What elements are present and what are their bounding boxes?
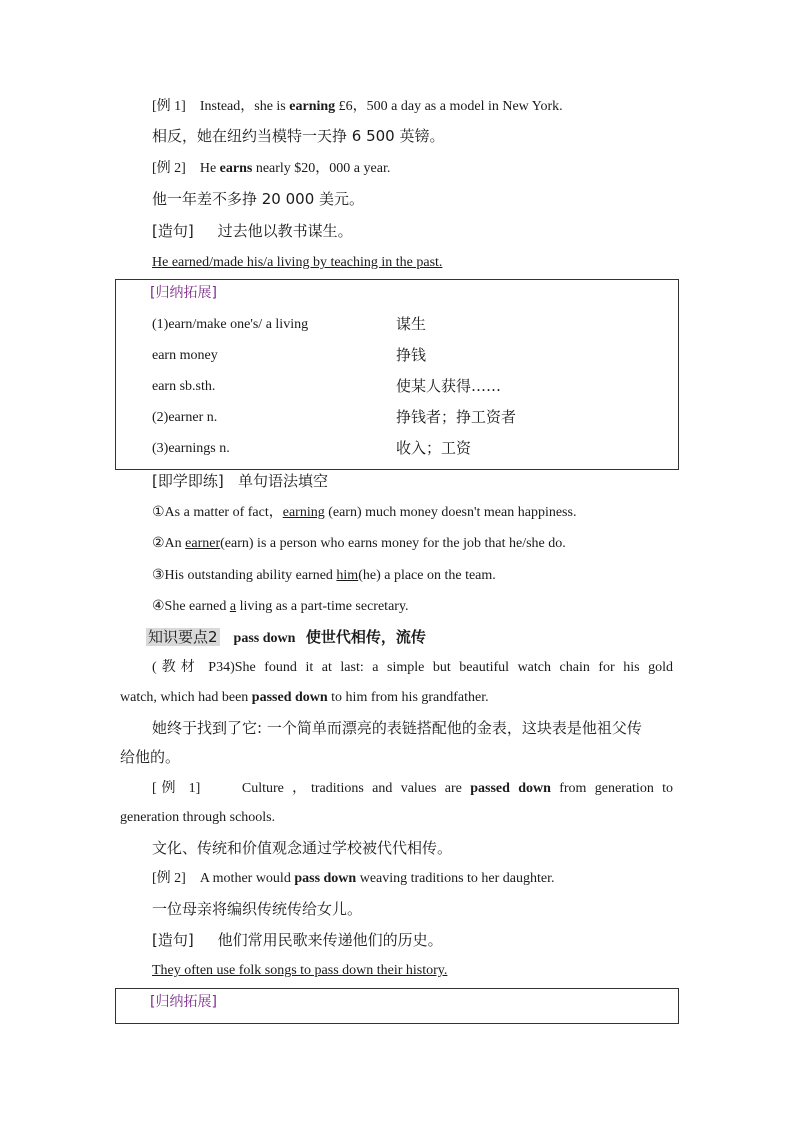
textbook-line-2 xyxy=(120,688,489,708)
textbook-translation-cont: 给他的。 xyxy=(120,748,181,766)
pass-down-example-2-translation: 一位母亲将编织传统传给女儿。 xyxy=(152,900,363,918)
expansion-row xyxy=(152,346,218,366)
example-2 xyxy=(152,159,390,179)
example-1 xyxy=(152,97,563,117)
practice-item xyxy=(152,503,576,523)
textbook-text: watch, which had been xyxy=(120,690,252,705)
practice-text: ③His outstanding ability earned xyxy=(152,568,337,583)
practice-text: (earn) is a person who earns money for the job that he/she do. xyxy=(220,536,566,551)
textbook-line-1: (教材 P34)She found it at last: a simple but beautiful watch chain for his gold xyxy=(152,660,673,675)
practice-text: (earn) much money doesn't mean happiness. xyxy=(328,505,577,520)
pass-down-example-1-cont: generation through schools. xyxy=(120,810,276,825)
practice-answer: him xyxy=(336,568,359,583)
example-text: A mother would xyxy=(199,871,295,886)
practice-answer: earner xyxy=(185,536,221,551)
expansion-title: [归纳拓展] xyxy=(150,994,217,1010)
example-tag: [例 2] xyxy=(152,871,186,886)
textbook-text: to him from his grandfather. xyxy=(327,690,489,705)
practice-item xyxy=(152,597,409,617)
practice-text: living as a part-time secretary. xyxy=(236,599,409,614)
practice-item xyxy=(152,566,496,586)
point-phrase: pass down xyxy=(233,631,296,646)
keyword: earning xyxy=(289,99,336,114)
make-sentence-1-answer: He earned/made his/a living by teaching in the past. xyxy=(152,255,443,270)
practice-answer: earning xyxy=(282,505,325,520)
example-text: weaving traditions to her daughter. xyxy=(356,871,555,886)
pass-down-example-1 xyxy=(152,779,673,799)
example-text: from generation to xyxy=(550,781,674,796)
knowledge-point-2 xyxy=(146,627,426,649)
example-text: Instead，she is xyxy=(199,99,290,114)
example-tag: [例 2] xyxy=(152,161,186,176)
expansion-en: earn sb.sth. xyxy=(152,379,216,394)
expansion-row xyxy=(152,408,217,428)
textbook-translation: 她终于找到了它: 一个简单而漂亮的表链搭配他的金表，这块表是他祖父传 xyxy=(152,719,642,737)
make-sentence-prompt: 他们常用民歌来传递他们的历史。 xyxy=(217,931,443,949)
keyword: passed down xyxy=(470,781,551,796)
make-sentence-prompt: 过去他以教书谋生。 xyxy=(217,222,353,240)
example-tag: [例 1] xyxy=(152,99,186,114)
expansion-en: (3)earnings n. xyxy=(152,441,230,456)
point-meaning: 使世代相传，流传 xyxy=(305,628,426,646)
practice-text: ④She earned xyxy=(152,599,230,614)
expansion-en: (2)earner n. xyxy=(152,410,218,425)
expansion-zh: 使某人获得…… xyxy=(396,377,502,395)
keyword: earns xyxy=(219,161,253,176)
make-sentence-tag: [造句] xyxy=(152,931,194,949)
practice-heading xyxy=(152,471,328,491)
example-tag: [例 1] xyxy=(152,781,201,796)
practice-text: ①As a matter of fact， xyxy=(152,505,283,520)
expansion-en: earn money xyxy=(152,348,218,363)
pass-down-example-1-translation: 文化、传统和价值观念通过学校被代代相传。 xyxy=(152,839,453,857)
example-2-translation: 他一年差不多挣 20 000 美元。 xyxy=(152,190,365,208)
expansion-zh: 谋生 xyxy=(396,315,427,333)
expansion-row xyxy=(152,377,215,397)
expansion-en: (1)earn/make one's/ a living xyxy=(152,317,309,332)
example-text: £6，500 a day as a model in New York. xyxy=(335,99,563,114)
expansion-zh: 挣钱 xyxy=(396,346,427,364)
make-sentence-2 xyxy=(152,930,443,950)
example-text: Culture ，traditions and values are xyxy=(241,781,471,796)
practice-answer: a xyxy=(229,599,237,614)
make-sentence-1 xyxy=(152,221,353,241)
make-sentence-tag: [造句] xyxy=(152,222,194,240)
expansion-row xyxy=(152,315,308,335)
expansion-zh: 挣钱者；挣工资者 xyxy=(396,408,517,426)
keyword: pass down xyxy=(294,871,357,886)
practice-tag: [即学即练] xyxy=(152,472,224,490)
example-text: nearly $20，000 a year. xyxy=(252,161,391,176)
make-sentence-2-answer: They often use folk songs to pass down their history. xyxy=(152,963,448,978)
practice-title: 单句语法填空 xyxy=(238,472,329,490)
practice-item xyxy=(152,534,566,554)
example-1-translation: 相反，她在纽约当模特一天挣 6 500 英镑。 xyxy=(152,127,445,145)
pass-down-example-2 xyxy=(152,869,555,889)
practice-text: (he) a place on the team. xyxy=(358,568,496,583)
expansion-zh: 收入；工资 xyxy=(396,439,472,457)
example-text: He xyxy=(199,161,220,176)
expansion-title: [归纳拓展] xyxy=(150,285,217,301)
point-label: 知识要点2 xyxy=(148,628,218,646)
expansion-row xyxy=(152,439,230,459)
keyword: passed down xyxy=(251,690,328,705)
practice-text: ②An xyxy=(152,536,186,551)
